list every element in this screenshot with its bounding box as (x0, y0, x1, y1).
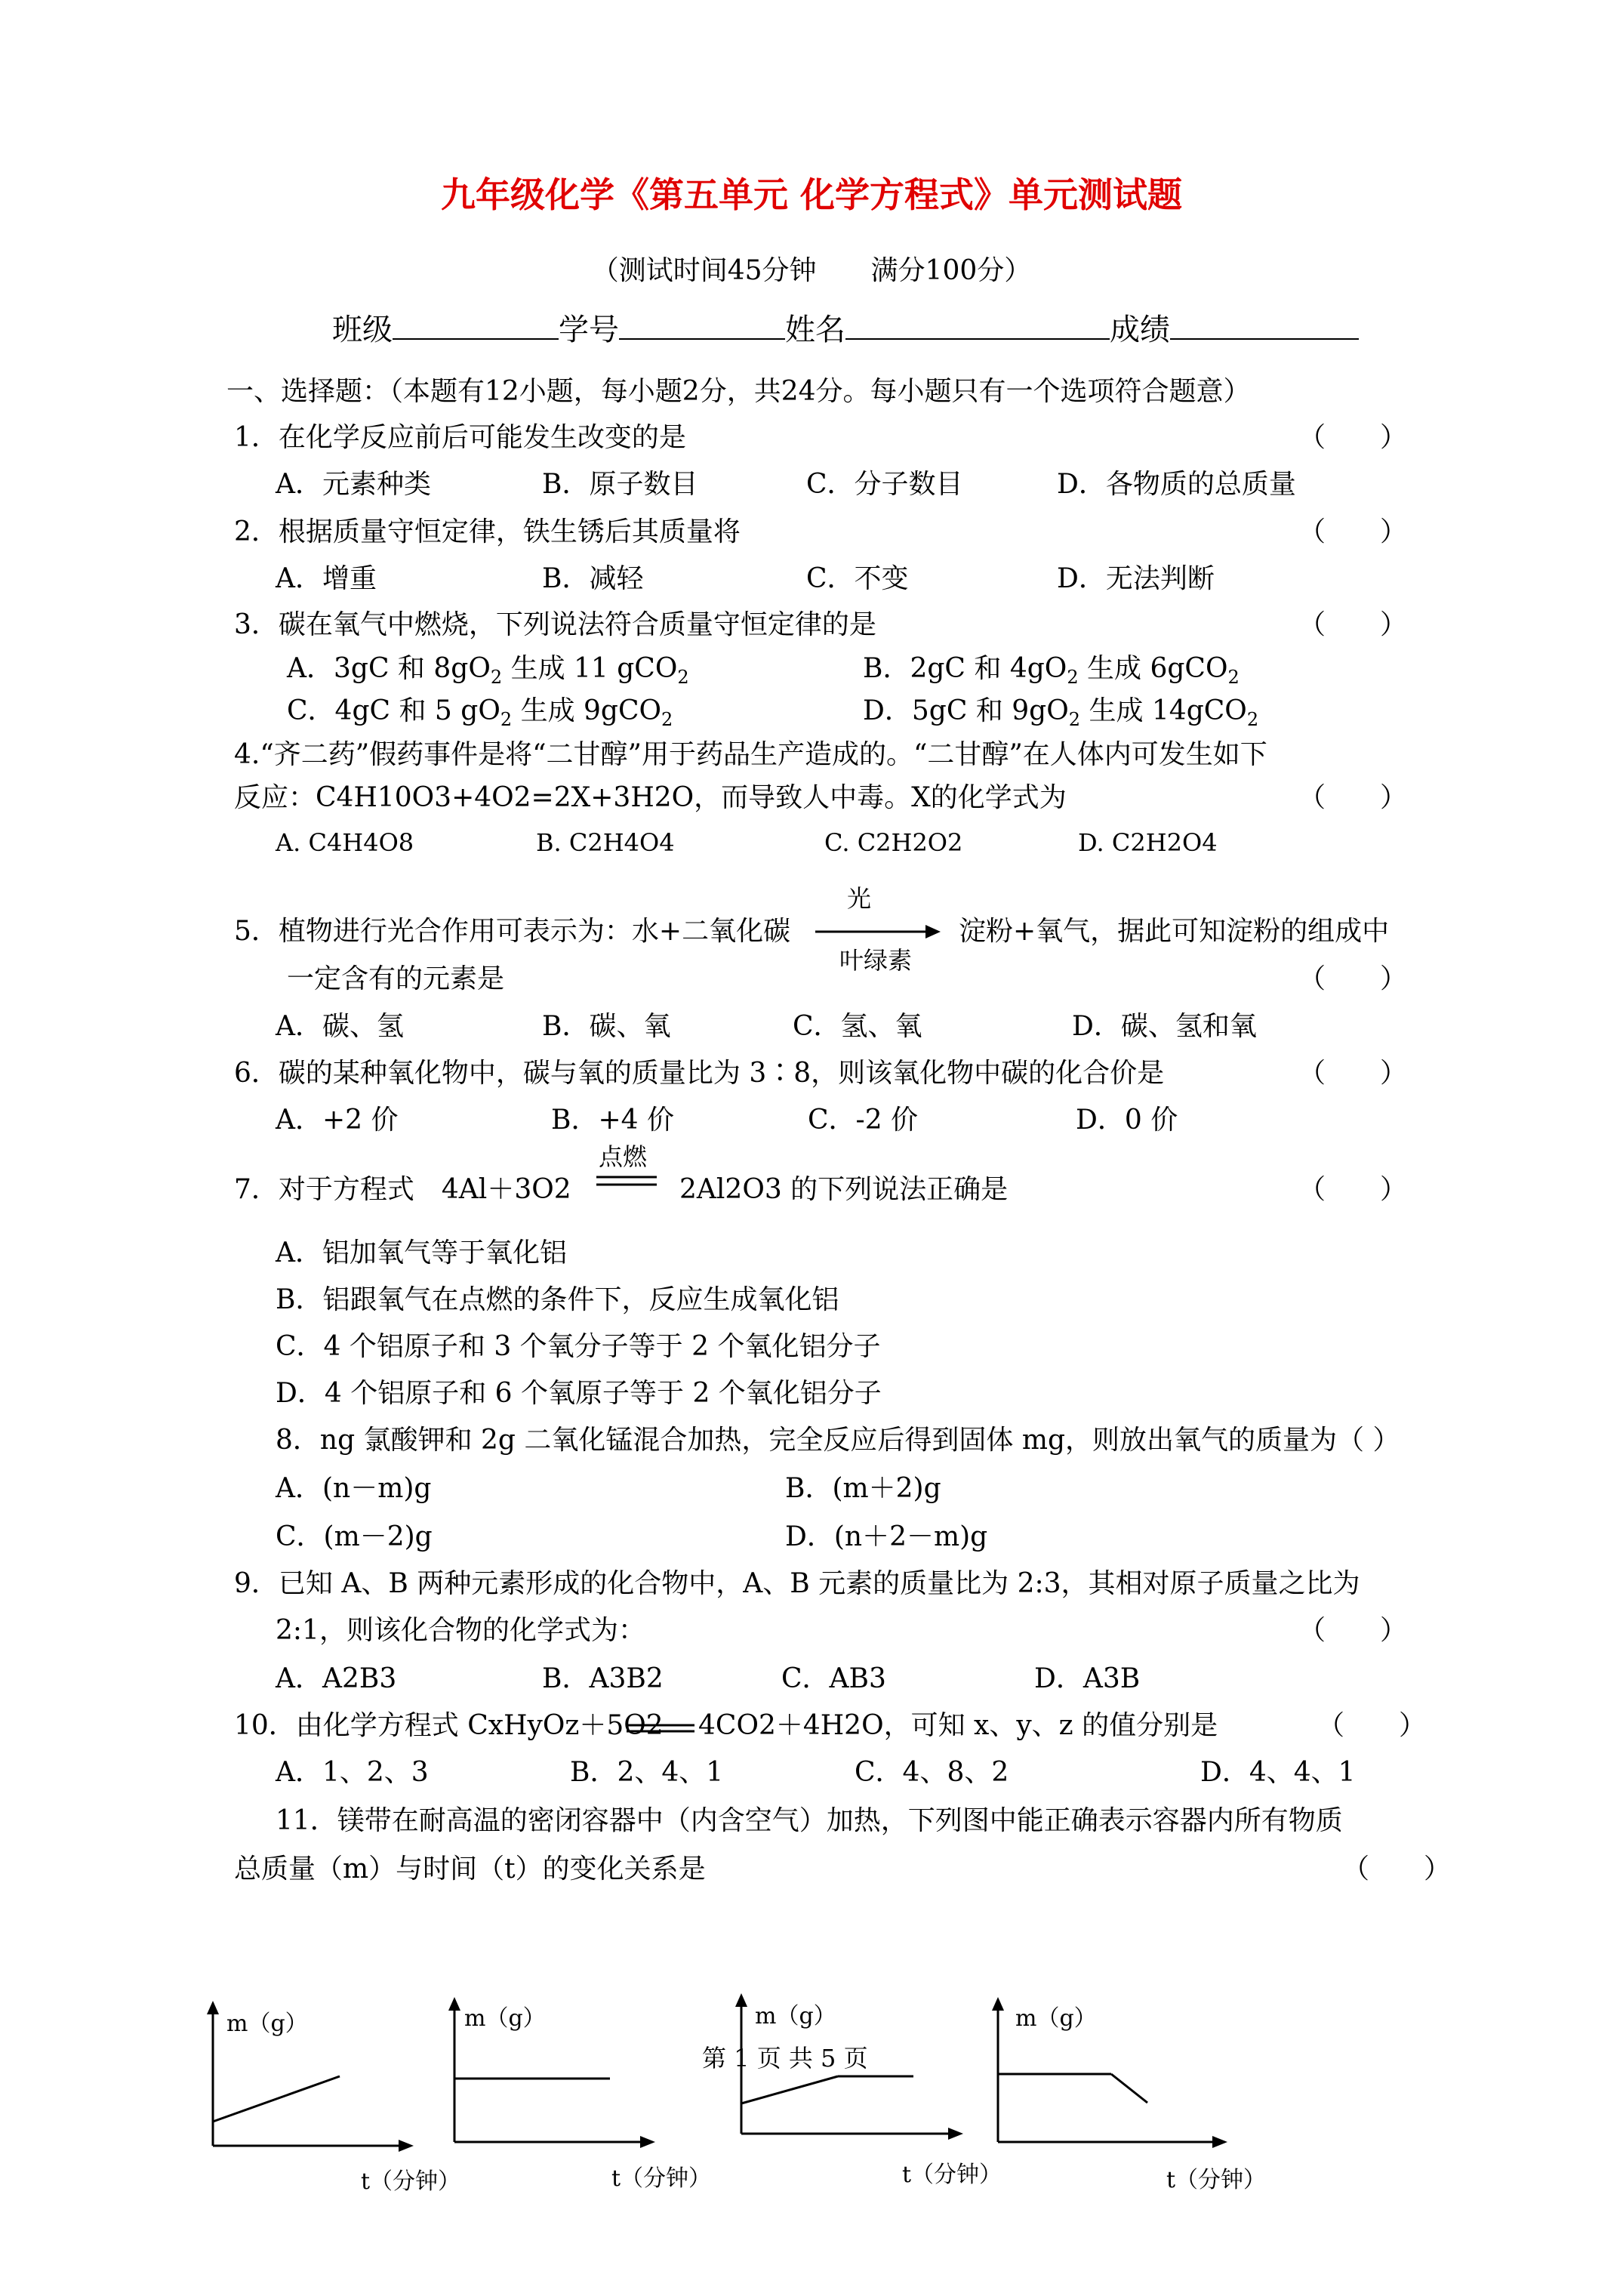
question-10-stem: 10．由化学方程式 CxHyOz＋5O2 (234, 1710, 664, 1741)
section-heading: 一、选择题：（本题有12小题，每小题2分，共24分。每小题只有一个选项符合题意） (226, 376, 1251, 407)
question-6-stem: 6．碳的某种氧化物中，碳与氧的质量比为 3∶8，则该氧化物中碳的化合价是 (234, 1058, 1165, 1089)
option-a[interactable]: A．1、2、3 (276, 1757, 429, 1788)
option-d[interactable]: D．5gC 和 $9gO_2$ 生成 14gCO$_2$ (863, 695, 1259, 731)
option-b[interactable]: B．原子数目 (542, 469, 698, 500)
name-label: 姓名 (785, 313, 845, 347)
arrow-condition-bottom: 叶绿素 (839, 946, 913, 975)
graph-a-xlabel: t（分钟） (361, 2168, 461, 2195)
answer-paren[interactable]: （ ） (1298, 516, 1408, 547)
option-d[interactable]: D．无法判断 (1057, 563, 1215, 594)
graph-a[interactable] (204, 2001, 415, 2174)
number-field[interactable] (619, 311, 785, 340)
question-11-line1: 11．镁带在耐高温的密闭容器中（内含空气）加热，下列图中能正确表示容器内所有物质 (276, 1805, 1343, 1836)
graph-c-xlabel: t（分钟） (902, 2162, 1002, 2188)
option-a[interactable]: A．A2B3 (276, 1663, 397, 1694)
question-9-line2: 2:1，则该化合物的化学式为： (276, 1615, 645, 1646)
answer-paren[interactable]: （ ） (1298, 1174, 1408, 1205)
option-b[interactable]: B．碳、氧 (542, 1011, 671, 1042)
option-d[interactable]: D．A3B (1034, 1663, 1141, 1694)
class-field[interactable] (393, 311, 559, 340)
answer-paren[interactable]: （ ） (1342, 1854, 1452, 1885)
question-7-stem-end: 2Al2O3 的下列说法正确是 (679, 1174, 1009, 1205)
question-1-stem: 1．在化学反应前后可能发生改变的是 (234, 422, 686, 453)
question-2-stem: 2．根据质量守恒定律，铁生锈后其质量将 (234, 516, 741, 547)
question-10-stem-end: 4CO2＋4H2O，可知 x、y、z 的值分别是 (698, 1710, 1218, 1741)
arrow-condition-top: 光 (847, 884, 872, 913)
graph-b[interactable] (445, 1997, 657, 2171)
answer-paren[interactable]: （ ） (1317, 1710, 1427, 1741)
page-title: 九年级化学《第五单元 化学方程式》单元测试题 (440, 174, 1182, 215)
name-field[interactable] (845, 311, 1110, 340)
option-b[interactable]: B．铝跟氧气在点燃的条件下，反应生成氧化铝 (276, 1284, 839, 1315)
option-c[interactable]: C．AB3 (781, 1663, 886, 1694)
option-a[interactable]: A．3gC 和 $8gO_2$ 生成 11 gCO$_2$ (287, 653, 689, 689)
condition-label: 点燃 (599, 1142, 648, 1171)
answer-paren[interactable]: （ ） (1298, 422, 1408, 453)
option-a[interactable]: A. C4H4O8 (276, 828, 414, 857)
option-b[interactable]: B．(m＋2)g (785, 1473, 941, 1504)
option-a[interactable]: A．碳、氢 (276, 1011, 404, 1042)
question-7-stem: 7．对于方程式 4Al＋3O2 (234, 1174, 571, 1205)
question-3-stem: 3．碳在氧气中燃烧，下列说法符合质量守恒定律的是 (234, 609, 876, 640)
option-c[interactable]: C．分子数目 (806, 469, 963, 500)
graph-d-ylabel: m（g） (1015, 2005, 1097, 2032)
option-c[interactable]: C．4gC 和 5 $gO_2$ 生成 9gCO$_2$ (287, 695, 673, 731)
option-a[interactable]: A．+2 价 (276, 1105, 399, 1136)
answer-paren[interactable]: （ ） (1298, 1058, 1408, 1089)
option-d[interactable]: D. C2H2O4 (1078, 828, 1218, 857)
graph-c-ylabel: m（g） (755, 2003, 836, 2029)
option-c[interactable]: C．-2 价 (808, 1105, 919, 1136)
option-b[interactable]: B．A3B2 (542, 1663, 664, 1694)
graph-d[interactable] (989, 1997, 1230, 2171)
question-5-stem-end: 淀粉+氧气，据此可知淀粉的组成中 (959, 916, 1390, 947)
option-a[interactable]: A．增重 (276, 563, 377, 594)
option-c[interactable]: C．4、8、2 (855, 1757, 1009, 1788)
reaction-arrow-icon (815, 923, 941, 941)
answer-paren[interactable]: （ ） (1298, 1615, 1408, 1646)
option-b[interactable]: B. C2H4O4 (536, 828, 675, 857)
answer-paren[interactable]: （ ） (1298, 782, 1408, 813)
option-c[interactable]: C．4 个铝原子和 3 个氧分子等于 2 个氧化铝分子 (276, 1331, 881, 1362)
option-c[interactable]: C．(m－2)g (276, 1521, 433, 1552)
page-subtitle: （测试时间45分钟 满分100分） (591, 255, 1032, 286)
graph-b-xlabel: t（分钟） (611, 2165, 712, 2192)
option-b[interactable]: B．+4 价 (551, 1105, 674, 1136)
answer-paren[interactable]: （ ） (1298, 609, 1408, 640)
equals-sign-icon (627, 1723, 694, 1734)
graph-d-xlabel: t（分钟） (1166, 2167, 1267, 2193)
graph-b-ylabel: m（g） (464, 2005, 546, 2032)
question-5-line2: 一定含有的元素是 (287, 963, 505, 994)
option-a[interactable]: A．元素种类 (276, 469, 431, 500)
question-5-stem: 5．植物进行光合作用可表示为：水+二氧化碳 (234, 916, 791, 947)
class-label: 班级 (332, 313, 393, 347)
number-label: 学号 (559, 313, 619, 347)
question-11-line2: 总质量（m）与时间（t）的变化关系是 (234, 1854, 706, 1885)
answer-paren[interactable]: （ ） (1298, 963, 1408, 994)
question-4-line2: 反应：C4H10O3+4O2=2X+3H2O，而导致人中毒。X的化学式为 (234, 782, 1067, 813)
score-field[interactable] (1170, 311, 1359, 340)
question-4-line1: 4.“齐二药”假药事件是将“二甘醇”用于药品生产造成的。“二甘醇”在人体内可发生如下 (234, 739, 1267, 770)
option-b[interactable]: B．2、4、1 (570, 1757, 724, 1788)
page-footer: 第 1 页 共 5 页 (702, 2044, 868, 2073)
option-d[interactable]: D．0 价 (1076, 1105, 1178, 1136)
equals-sign-icon (596, 1174, 657, 1189)
option-d[interactable]: D．(n＋2－m)g (785, 1521, 988, 1552)
option-d[interactable]: D．4、4、1 (1200, 1757, 1356, 1788)
option-b[interactable]: B．减轻 (542, 563, 644, 594)
option-d[interactable]: D．碳、氢和氧 (1072, 1011, 1257, 1042)
option-d[interactable]: D．各物质的总质量 (1057, 469, 1296, 500)
option-c[interactable]: C. C2H2O2 (824, 828, 963, 857)
question-8-stem: 8．ng 氯酸钾和 2g 二氧化锰混合加热，完全反应后得到固体 mg，则放出氧气的质量为（ ） (276, 1425, 1400, 1456)
score-label: 成绩 (1110, 313, 1170, 347)
student-info-line (332, 311, 1359, 347)
option-b[interactable]: B．2gC 和 $4gO_2$ 生成 6gCO$_2$ (863, 653, 1240, 689)
option-c[interactable]: C．氢、氧 (793, 1011, 922, 1042)
option-c[interactable]: C．不变 (806, 563, 909, 594)
graph-a-ylabel: m（g） (226, 2011, 308, 2037)
option-d[interactable]: D．4 个铝原子和 6 个氧原子等于 2 个氧化铝分子 (276, 1378, 882, 1409)
option-a[interactable]: A．(n－m)g (276, 1473, 432, 1504)
option-a[interactable]: A．铝加氧气等于氧化铝 (276, 1237, 567, 1268)
graph-c[interactable] (732, 1993, 974, 2163)
question-9-line1: 9．已知 A、B 两种元素形成的化合物中，A、B 元素的质量比为 2:3，其相对原子质量之比为 (234, 1568, 1360, 1599)
